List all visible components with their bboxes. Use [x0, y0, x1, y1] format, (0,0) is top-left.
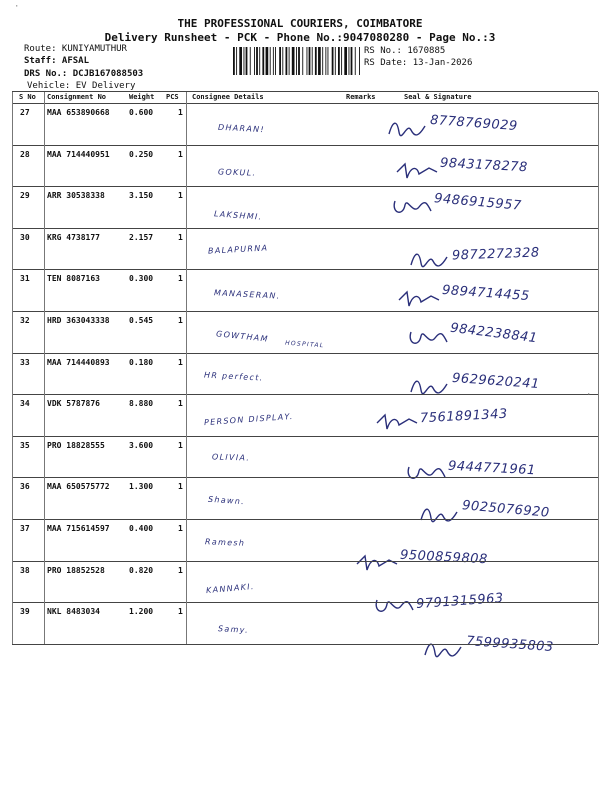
barcode-bar: [338, 47, 340, 75]
barcode-bar: [279, 47, 281, 75]
cell-weight: 1.300: [129, 482, 154, 492]
col-header-remarks: Remarks: [346, 93, 376, 101]
cell-sno: 29: [20, 191, 30, 201]
handwritten-signature-phone: 7561891343: [419, 406, 509, 427]
barcode-bar: [239, 47, 242, 75]
barcode-bar: [266, 47, 269, 75]
barcode-bar: [273, 47, 274, 75]
cell-sno: 30: [20, 232, 30, 242]
cell-sno: 31: [20, 274, 30, 284]
cell-pcs: 1: [178, 108, 183, 117]
signature-scribble: [397, 286, 441, 312]
cell-sno: 35: [20, 440, 30, 450]
barcode-bar: [292, 47, 295, 75]
signature-scribble: [389, 195, 433, 221]
barcode-bar: [270, 47, 271, 75]
handwritten-consignee: Ramesh: [204, 537, 246, 548]
row-divider: [12, 145, 598, 146]
signature-scribble: [371, 594, 415, 620]
barcode-bar: [302, 47, 303, 75]
cell-sno: 32: [20, 316, 30, 325]
cell-consignment-no: MAA 653890668: [47, 108, 110, 117]
scan-speck: ·: [14, 2, 20, 12]
barcode-bar: [296, 47, 297, 75]
barcode-bar: [322, 47, 323, 75]
signature-scribble: [355, 550, 399, 576]
handwritten-consignee: OLIVIA.: [211, 452, 251, 463]
row-divider: [12, 186, 598, 187]
cell-consignment-no: MAA 714440951: [47, 149, 110, 159]
handwritten-signature-phone: 9872272328: [451, 245, 540, 264]
cell-pcs: 1: [178, 524, 183, 533]
cell-consignment-no: KRG 4738177: [47, 232, 100, 242]
signature-scribble: [407, 374, 451, 400]
signature-scribble: [395, 158, 439, 184]
col-header-sno: S No: [19, 93, 36, 101]
cell-weight: 0.180: [129, 357, 154, 367]
barcode-bar: [349, 47, 350, 75]
handwritten-signature-phone: 9894714455: [441, 283, 531, 305]
barcode-bar: [355, 47, 356, 75]
vehicle-label: Vehicle: EV Delivery: [27, 81, 136, 91]
row-divider: [12, 269, 598, 270]
barcode-bar: [246, 47, 248, 75]
barcode-bar: [341, 47, 342, 75]
barcode-bar: [318, 47, 321, 75]
handwritten-consignee: LAKSHMI.: [213, 209, 263, 222]
handwritten-signature-phone: 9486915957: [433, 191, 523, 214]
cell-weight: 3.150: [129, 191, 154, 201]
cell-consignment-no: PRO 18852528: [47, 565, 105, 575]
col-header-consignment: Consignment No: [47, 93, 107, 101]
signature-scribble: [421, 637, 465, 663]
scan-speck: ·: [586, 390, 592, 400]
handwritten-signature-phone: 9843178278: [439, 155, 529, 175]
handwritten-signature-phone: 9629620241: [451, 370, 541, 392]
cell-weight: 0.400: [129, 524, 154, 533]
rs-number: RS No.: 1670885: [364, 46, 446, 56]
barcode-bar: [312, 47, 313, 75]
barcode-bar: [351, 47, 353, 75]
barcode-bar: [259, 47, 260, 75]
barcode-bar: [298, 47, 300, 75]
barcode-bar: [315, 47, 317, 75]
cell-pcs: 1: [178, 149, 183, 159]
handwritten-consignee: GOWTHAM: [215, 329, 270, 344]
handwritten-signature-phone: 9791315963: [415, 590, 505, 612]
barcode-bar: [328, 47, 329, 75]
cell-pcs: 1: [178, 191, 183, 201]
barcode-bar: [244, 47, 245, 75]
cell-pcs: 1: [178, 607, 183, 617]
cell-consignment-no: MAA 714440893: [47, 357, 110, 367]
cell-weight: 0.600: [129, 108, 154, 117]
barcode-bar: [262, 47, 264, 75]
cell-weight: 3.600: [129, 440, 154, 450]
cell-pcs: 1: [178, 399, 183, 409]
handwritten-signature-phone: 8778769029: [429, 112, 519, 135]
handwritten-signature-phone: 9025076920: [461, 498, 551, 522]
barcode-bar: [250, 47, 251, 75]
row-divider: [12, 644, 598, 645]
barcode-bar: [289, 47, 290, 75]
barcode-bar: [332, 47, 334, 75]
barcode-bar: [359, 47, 360, 75]
drs-number: DRS No.: DCJB167088503: [24, 69, 144, 79]
row-divider: [12, 519, 598, 520]
cell-consignment-no: HRD 363043338: [47, 316, 110, 325]
staff-label: Staff: AFSAL: [24, 56, 90, 66]
cell-consignment-no: VDK 5787876: [47, 399, 100, 409]
table-top-border: [12, 91, 598, 92]
handwritten-consignee: PERSON DISPLAY.: [203, 412, 294, 428]
row-divider: [12, 311, 598, 312]
cell-pcs: 1: [178, 274, 183, 284]
cell-sno: 28: [20, 149, 30, 159]
handwritten-signature-phone: 9500859808: [399, 547, 489, 568]
barcode: [233, 47, 361, 75]
cell-weight: 8.880: [129, 399, 154, 409]
cell-sno: 34: [20, 399, 30, 409]
cell-pcs: 1: [178, 316, 183, 325]
column-divider: [598, 92, 599, 644]
cell-pcs: 1: [178, 357, 183, 367]
signature-scribble: [405, 326, 449, 352]
column-divider: [44, 92, 45, 644]
row-divider: [12, 602, 598, 603]
handwritten-consignee-note: HOSPITAL: [284, 339, 325, 350]
signature-scribble: [385, 116, 429, 142]
cell-consignment-no: PRO 18828555: [47, 440, 105, 450]
cell-pcs: 1: [178, 482, 183, 492]
barcode-bar: [254, 47, 255, 75]
rs-date: RS Date: 13-Jan-2026: [364, 58, 473, 68]
signature-scribble: [403, 461, 447, 487]
barcode-bar: [335, 47, 336, 75]
cell-weight: 0.820: [129, 565, 154, 575]
column-divider: [186, 92, 187, 644]
cell-pcs: 1: [178, 232, 183, 242]
barcode-bar: [307, 47, 308, 75]
handwritten-signature-phone: 9444771961: [447, 458, 537, 479]
barcode-bar: [275, 47, 276, 75]
cell-sno: 39: [20, 607, 30, 617]
cell-sno: 37: [20, 524, 30, 533]
col-header-seal: Seal & Signature: [404, 93, 472, 101]
handwritten-consignee: BALAPURNA: [207, 243, 269, 256]
header-divider: [12, 103, 598, 104]
handwritten-consignee: Samy.: [217, 624, 250, 635]
barcode-bar: [309, 47, 311, 75]
col-header-consignee: Consignee Details: [192, 93, 264, 101]
signature-scribble: [375, 409, 419, 435]
handwritten-signature-phone: 7599935803: [465, 634, 555, 656]
cell-sno: 33: [20, 357, 30, 367]
cell-pcs: 1: [178, 565, 183, 575]
row-divider: [12, 353, 598, 354]
barcode-bar: [325, 47, 326, 75]
handwritten-consignee: HR perfect.: [203, 370, 264, 383]
cell-weight: 2.157: [129, 232, 154, 242]
column-divider: [12, 92, 13, 644]
handwritten-consignee: DHARAN!: [217, 122, 266, 135]
signature-scribble: [417, 502, 461, 528]
cell-weight: 0.545: [129, 316, 154, 325]
row-divider: [12, 228, 598, 229]
row-divider: [12, 477, 598, 478]
col-header-pcs: PCS: [166, 93, 179, 101]
cell-pcs: 1: [178, 440, 183, 450]
cell-consignment-no: MAA 650575772: [47, 482, 110, 492]
cell-sno: 38: [20, 565, 30, 575]
barcode-bar: [233, 47, 235, 75]
row-divider: [12, 436, 598, 437]
barcode-bar: [236, 47, 237, 75]
cell-weight: 0.300: [129, 274, 154, 284]
document-title: THE PROFESSIONAL COURIERS, COIMBATORE: [177, 17, 423, 30]
cell-consignment-no: MAA 715614597: [47, 524, 110, 533]
document-subtitle: Delivery Runsheet - PCK - Phone No.:9047080280 - Page No.:3: [104, 31, 496, 44]
cell-weight: 1.200: [129, 607, 154, 617]
cell-weight: 0.250: [129, 149, 154, 159]
row-divider: [12, 561, 598, 562]
barcode-bar: [344, 47, 347, 75]
cell-consignment-no: TEN 8087163: [47, 274, 100, 284]
handwritten-consignee: KANNAKI.: [205, 581, 256, 595]
route-label: Route: KUNIYAMUTHUR: [24, 44, 127, 54]
handwritten-consignee: MANASERAN.: [213, 288, 281, 302]
handwritten-consignee: Shawn.: [207, 495, 246, 507]
barcode-bar: [256, 47, 258, 75]
cell-consignment-no: ARR 30538338: [47, 191, 105, 201]
cell-consignment-no: NKL 8483034: [47, 607, 100, 617]
handwritten-consignee: GOKUL.: [217, 166, 257, 178]
cell-sno: 36: [20, 482, 30, 492]
cell-sno: 27: [20, 108, 30, 117]
barcode-bar: [282, 47, 283, 75]
handwritten-signature-phone: 9842238841: [449, 320, 539, 347]
col-header-weight: Weight: [129, 93, 155, 101]
row-divider: [12, 394, 598, 395]
barcode-bar: [286, 47, 288, 75]
